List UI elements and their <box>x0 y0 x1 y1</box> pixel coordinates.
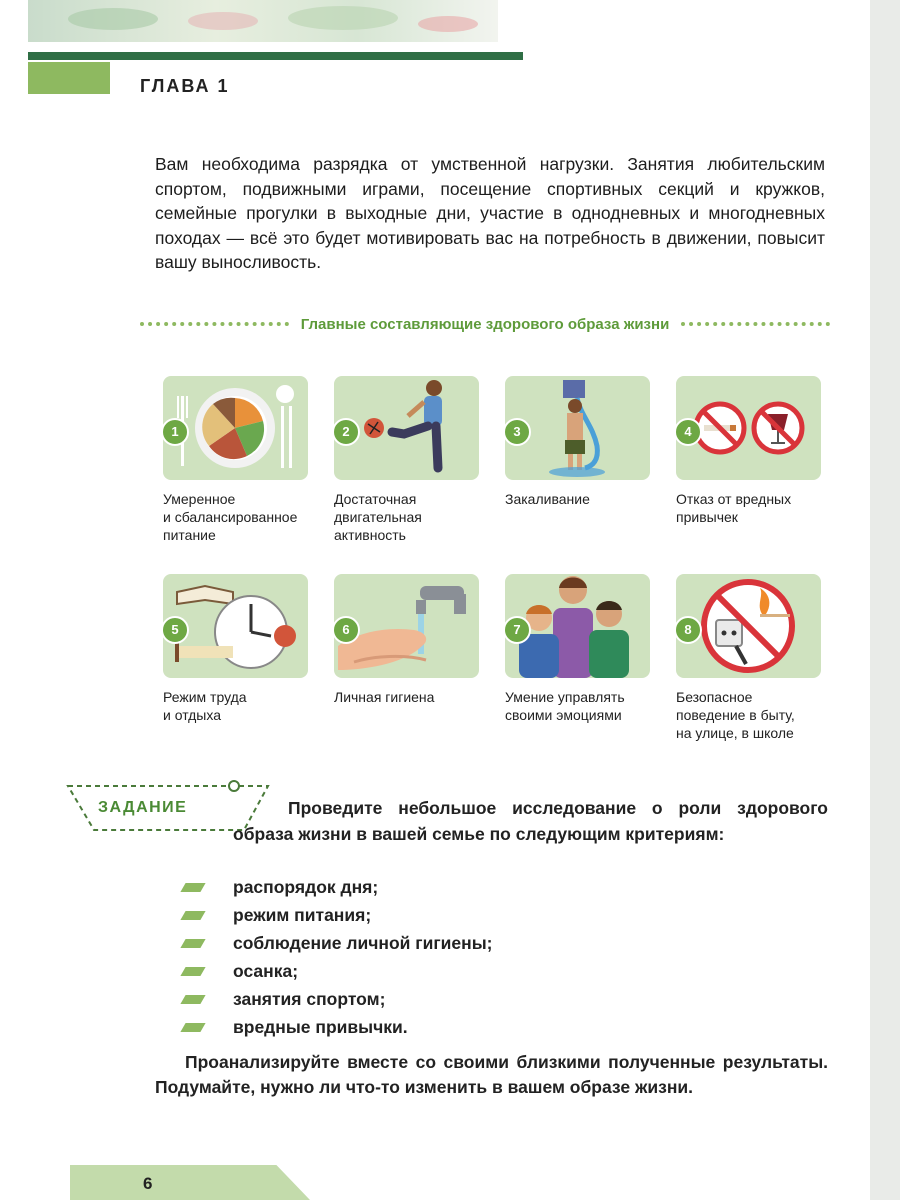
criterion-label: осанка; <box>233 960 299 981</box>
section-heading <box>140 312 830 336</box>
criteria-list <box>183 873 492 1041</box>
component-card <box>150 376 310 544</box>
component-caption: Отказ от вредных привычек <box>676 491 792 525</box>
family-icon <box>505 574 650 678</box>
component-number: 4 <box>676 418 702 446</box>
chapter-label: ГЛАВА 1 <box>140 76 230 96</box>
list-item <box>183 929 492 957</box>
list-item <box>183 873 492 901</box>
component-caption: Умеренное и сбалансированное питание <box>163 491 298 543</box>
bullet-marker <box>180 911 205 920</box>
bullet-marker <box>180 883 205 892</box>
component-number: 6 <box>334 616 360 644</box>
footer-bar <box>70 1165 310 1200</box>
bullet-marker <box>180 939 205 948</box>
hand-washing-icon <box>334 574 479 678</box>
component-card <box>321 376 481 544</box>
component-caption: Личная гигиена <box>334 689 435 705</box>
task-label: ЗАДАНИЕ <box>98 799 188 816</box>
component-caption: Режим труда и отдыха <box>163 689 247 723</box>
bullet-marker <box>180 967 205 976</box>
component-card <box>150 574 310 724</box>
component-number: 7 <box>505 616 531 644</box>
component-number: 8 <box>676 616 702 644</box>
page-number: 6 <box>143 1174 153 1193</box>
component-caption: Закаливание <box>505 491 590 507</box>
component-card <box>663 376 823 526</box>
list-item <box>183 901 492 929</box>
criterion-label: вредные привычки. <box>233 1016 408 1037</box>
football-player-icon <box>334 376 479 480</box>
criterion-label: режим питания; <box>233 904 372 925</box>
component-number: 5 <box>163 616 189 644</box>
water-pour-icon <box>505 376 650 480</box>
component-number: 2 <box>334 418 360 446</box>
list-item <box>183 1013 492 1041</box>
dotted-rule-right <box>681 322 830 326</box>
component-card <box>492 376 652 508</box>
criterion-label: распорядок дня; <box>233 876 379 897</box>
component-caption: Достаточная двигательная активность <box>334 491 422 543</box>
section-title: Главные составляющие здорового образа жизни <box>300 315 670 333</box>
list-item <box>183 985 492 1013</box>
chapter-tab <box>28 62 110 94</box>
bullet-marker <box>180 1023 205 1032</box>
criterion-label: занятия спортом; <box>233 988 386 1009</box>
list-item <box>183 957 492 985</box>
task-text: Проведите небольшое исследование о роли здорового образа жизни в вашей семье по следующим критериям: <box>233 798 828 844</box>
dotted-rule-left <box>140 322 289 326</box>
plate-icon <box>163 376 308 480</box>
conclusion-paragraph: Проанализируйте вместе со своими близкими полученные результаты. Подумайте, нужно ли что-то изменить в вашем образе жизни. <box>155 1052 828 1097</box>
criterion-label: соблюдение личной гигиены; <box>233 932 493 953</box>
component-number: 3 <box>505 418 531 446</box>
intro-paragraph: Вам необходима разрядка от умственной нагрузки. Занятия любительским спортом, подвижными играми, посещение спортивных секций и кружков, семейные прогулки в выходные дни, участие в однодневных и многодневных походах — всё это будет мотивировать вас на потребность в движении, повысит вашу выносливость. <box>155 154 825 272</box>
component-caption: Умение управлять своими эмоциями <box>505 689 625 723</box>
bullet-marker <box>180 995 205 1004</box>
chapter-bar <box>28 52 523 60</box>
component-caption: Безопасное поведение в быту, на улице, в школе <box>676 689 795 741</box>
component-card <box>663 574 823 742</box>
component-card <box>321 574 481 706</box>
header-illustration <box>28 0 498 42</box>
no-smoking-no-alcohol-icon <box>676 376 821 480</box>
component-card <box>492 574 652 724</box>
no-fire-socket-icon <box>676 574 821 678</box>
clock-book-bed-icon <box>163 574 308 678</box>
component-number: 1 <box>163 418 189 446</box>
